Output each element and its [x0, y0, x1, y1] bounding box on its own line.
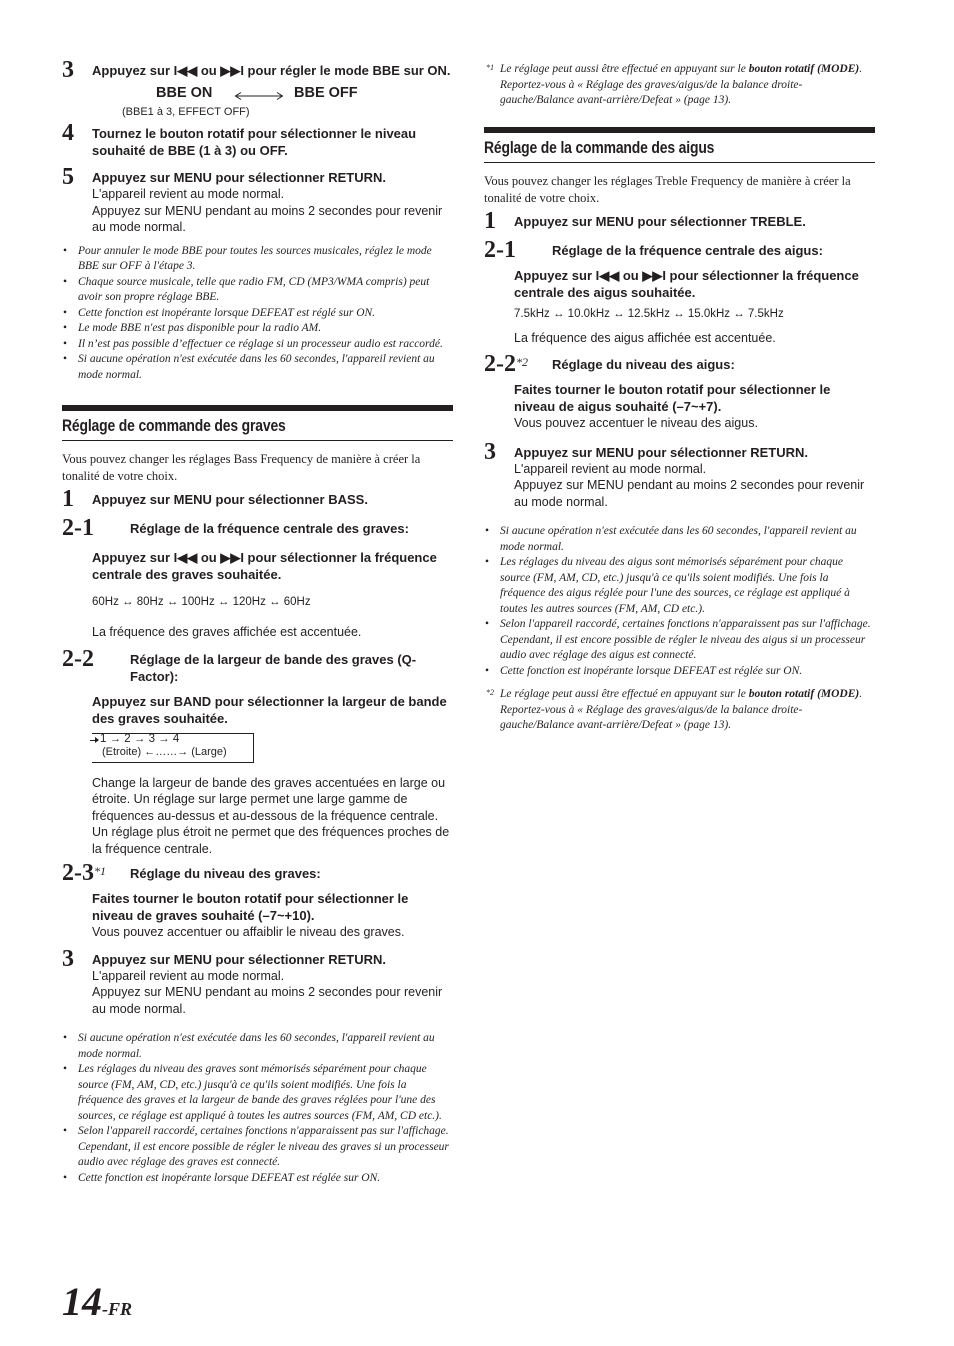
bass-step-2-1 — [62, 515, 453, 541]
note-item: • Si aucune opération n'est exécutée dans les 60 secondes, l'appareil revient au mode normal. — [62, 1031, 453, 1062]
step-result: Vous pouvez accentuer ou affaiblir le niveau des graves. — [92, 925, 405, 939]
footnote-mark: *1 — [486, 63, 494, 72]
bbe-off-label: BBE OFF — [294, 85, 358, 101]
footnote-1 — [484, 62, 875, 109]
bbe-step-3 — [62, 57, 453, 83]
note-item: • Le mode BBE n'est pas disponible pour la radio AM. — [62, 321, 453, 337]
step-result: L'appareil revient au mode normal. — [92, 968, 285, 983]
q-factor-description: Change la largeur de bande des graves accentuées en large ou étroite. Un réglage sur large permet une large gamme de fréquences au-dessus et au-dessous de la fréquence centrale. Un réglage plus étroit ne permet que des fréquences proches de la fréquence centrale. — [92, 775, 450, 856]
bbe-on-label: BBE ON — [156, 85, 213, 101]
control-name: bouton rotatif — [618, 382, 704, 397]
step-number: 4 — [62, 120, 74, 146]
instr-text: pour sélectionner RETURN. — [211, 170, 386, 185]
button-name: MENU — [595, 213, 634, 229]
instr-text: Appuyez sur — [514, 444, 596, 460]
step-number: 2-3$^{*1}$ — [62, 860, 106, 886]
note-item: • Selon l'appareil raccordé, certaines fonctions n'apparaissent pas sur l'affichage. Cependant, il est encore possible de régler le niveau des graves si un processeur audio avec réglage des graves est connecté. — [62, 1124, 453, 1171]
page-suffix: -FR — [102, 1299, 133, 1319]
treble-step-2-2-body — [484, 381, 875, 432]
note-item: • Cette fonction est inopérante lorsque DEFEAT est réglé sur ON. — [62, 306, 453, 322]
instr-text: pour sélectionner RETURN. — [633, 444, 808, 460]
control-name: bouton rotatif (MODE) — [748, 688, 860, 700]
step-number: 3 — [62, 945, 74, 972]
left-column — [62, 57, 453, 1186]
footnote-text: Le réglage peut aussi être effectué en appuyant sur le — [500, 688, 749, 700]
bass-step-2-1-body — [62, 549, 453, 641]
bbe-toggle-diagram — [62, 83, 453, 105]
step-result: Appuyez sur MENU pendant au moins 2 secondes pour revenir au mode normal. — [92, 203, 443, 234]
page-number: 14-FR — [62, 1279, 133, 1324]
instr-text: Faites tourner le — [92, 891, 197, 906]
instr-text: pour sélectionner le niveau souhaité de BBE (1 à 3) ou OFF. — [92, 126, 417, 158]
step-number: 1 — [62, 486, 74, 512]
button-name: BAND — [173, 693, 212, 709]
button-name: MENU — [173, 951, 212, 967]
section-title: Réglage de la commande des aigus — [484, 137, 715, 157]
footnote-text: . Reportez-vous à « Réglage des graves/aigus/de la balance droite-gauche/Balance avant-arrière/Defeat » (page 13). — [500, 688, 863, 731]
note-item: • Les réglages du niveau des aigus sont mémorisés séparément pour chaque source (FM, AM, CD, etc.) jusqu'à ce qu'ils soient modifiés. Une fois la fréquence des aigus réglée pour l'une des sources, ce réglage est appliqué à toutes les autres sources (FM, AM, CD etc.). — [484, 555, 875, 617]
bbe-step-5 — [62, 164, 453, 236]
control-name: bouton rotatif (MODE) — [748, 63, 860, 75]
step-result: Vous pouvez accentuer le niveau des aigus. — [514, 416, 758, 430]
note-item: • Les réglages du niveau des graves sont mémorisés séparément pour chaque source (FM, AM, CD, etc.) jusqu'à ce qu'ils soient modifiés. Une fois la fréquence des graves et la largeur de bande des graves réglées pour l'une des sources, ce réglage est appliqué à toutes les autres sources (FM, AM, CD etc.). — [62, 1062, 453, 1124]
bbe-range-note: (BBE1 à 3, EFFECT OFF) — [122, 106, 250, 118]
footnote-text: . Reportez-vous à « Réglage des graves/aigus/de la balance droite-gauche/Balance avant-arrière/Defeat » (page 13). — [500, 63, 863, 106]
instr-text: Appuyez sur — [92, 951, 174, 967]
step-instruction: Appuyez sur I◀◀ ou ▶▶I pour sélectionner la fréquence centrale des aigus souhaitée. — [514, 267, 859, 300]
instr-text: pour sélectionner le niveau de graves souhaité (–7~+10). — [92, 891, 409, 923]
instr-text: pour sélectionner TREBLE. — [633, 213, 806, 229]
control-name: bouton rotatif — [196, 891, 282, 906]
bass-step-2-2 — [62, 645, 453, 685]
treble-notes-list — [484, 524, 875, 679]
note-item: • Chaque source musicale, telle que radio FM, CD (MP3/WMA compris) peut avoir son propre réglage BBE. — [62, 275, 453, 306]
step-instruction: Appuyez sur I◀◀ ou ▶▶I pour régler le mode BBE sur ON. — [92, 63, 451, 78]
step-result: La fréquence des graves affichée est accentuée. — [92, 625, 362, 639]
control-name: bouton rotatif — [159, 126, 245, 141]
section-intro: Vous pouvez changer les réglages Bass Frequency de manière à créer la tonalité de votre choix. — [62, 452, 421, 483]
instr-text: pour sélectionner le niveau de aigus souhaité (–7~+7). — [514, 382, 831, 414]
footnote-2 — [484, 687, 875, 734]
footnote-text: Le réglage peut aussi être effectué en appuyant sur le — [500, 63, 749, 75]
step-result: La fréquence des aigus affichée est accentuée. — [514, 330, 776, 345]
note-item: • Cette fonction est inopérante lorsque DEFEAT est réglée sur ON. — [484, 664, 875, 680]
step-heading: Réglage de la fréquence centrale des graves: — [130, 521, 409, 536]
section-intro: Vous pouvez changer les réglages Treble Frequency de manière à créer la tonalité de votre choix. — [484, 173, 851, 205]
step-number: 3 — [484, 438, 496, 465]
treble-step-3 — [484, 438, 875, 511]
instr-text: Appuyez sur — [92, 693, 174, 709]
bass-step-3 — [62, 945, 453, 1018]
instr-text: Appuyez sur — [514, 213, 596, 229]
step-heading: Réglage de la largeur de bande des graves (Q-Factor): — [130, 651, 417, 684]
section-title: Réglage de commande des graves — [62, 416, 286, 435]
bass-step-2-2-body — [62, 693, 453, 727]
step-heading: Réglage de la fréquence centrale des aigus: — [552, 242, 823, 258]
instr-text: Appuyez sur — [92, 170, 174, 185]
frequency-sequence: 60Hz ↔ 80Hz ↔ 100Hz ↔ 120Hz ↔ 60Hz — [92, 596, 311, 608]
footnote-ref: *2 — [516, 355, 528, 369]
note-item: • Il n’est pas possible d’effectuer ce réglage si un processeur audio est raccordé. — [62, 337, 453, 353]
button-name: MENU — [173, 492, 212, 507]
step-heading: Réglage du niveau des aigus: — [552, 357, 735, 372]
step-number: 1 — [484, 207, 496, 234]
treble-step-1 — [484, 207, 875, 234]
instr-text: Faites tourner le — [514, 382, 619, 397]
note-item: • Si aucune opération n'est exécutée dans les 60 secondes, l'appareil revient au mode normal. — [62, 352, 453, 383]
bass-step-1 — [62, 486, 453, 512]
instr-text: Tournez le — [92, 126, 160, 141]
q-narrow-label: (Etroite) — [102, 745, 142, 758]
step-number: 2-2 — [62, 645, 94, 672]
footnote-mark: *2 — [486, 688, 494, 697]
bass-section-header — [62, 405, 453, 441]
step-result: Appuyez sur MENU pendant au moins 2 secondes pour revenir au mode normal. — [514, 478, 865, 509]
bass-step-2-3 — [62, 860, 453, 886]
instr-text: Appuyez sur — [92, 492, 174, 507]
note-item: • Pour annuler le mode BBE pour toutes les sources musicales, réglez le mode BBE sur OFF à l'étape 3. — [62, 244, 453, 275]
treble-step-2-1-body — [484, 267, 875, 347]
q-range-arrow: ←……→ — [144, 745, 189, 758]
bass-notes-list — [62, 1031, 453, 1186]
frequency-sequence: 7.5kHz ↔ 10.0kHz ↔ 12.5kHz ↔ 15.0kHz ↔ 7.5kHz — [514, 307, 784, 320]
step-number: 2-1 — [62, 515, 94, 541]
step-instruction: Appuyez sur I◀◀ ou ▶▶I pour sélectionner la fréquence centrale des graves souhaitée. — [92, 550, 437, 582]
step-result: L'appareil revient au mode normal. — [514, 461, 707, 476]
treble-section-header — [484, 127, 875, 163]
step-number: 2-1 — [484, 236, 516, 263]
step-result: Appuyez sur MENU pendant au moins 2 secondes pour revenir au mode normal. — [92, 985, 443, 1016]
q-wide-label: (Large) — [191, 745, 227, 758]
note-item: • Cette fonction est inopérante lorsque DEFEAT est réglée sur ON. — [62, 1171, 453, 1187]
bbe-notes-list — [62, 244, 453, 384]
q-sequence: 1 → 2 → 3 → 4 — [100, 732, 180, 745]
step-number: 2-2$^{*2}$ — [484, 351, 528, 377]
note-item: • Selon l'appareil raccordé, certaines fonctions n'apparaissent pas sur l'affichage. Cependant, il est encore possible de régler le niveau des aigus si un processeur audio avec réglage des aigus est connecté. — [484, 617, 875, 664]
bbe-step-4 — [62, 120, 453, 159]
treble-step-2-2 — [484, 351, 875, 377]
step-result: L'appareil revient au mode normal. — [92, 187, 285, 201]
instr-text: pour sélectionner BASS. — [211, 492, 368, 507]
right-column — [484, 62, 875, 734]
step-number: 3 — [62, 57, 74, 83]
instr-text: pour sélectionner RETURN. — [211, 951, 386, 967]
footnote-ref: *1 — [94, 864, 106, 878]
treble-step-2-1 — [484, 236, 875, 263]
button-name: MENU — [173, 170, 212, 185]
note-item: • Si aucune opération n'est exécutée dans les 60 secondes, l'appareil revient au mode normal. — [484, 524, 875, 555]
bass-step-2-3-body — [62, 890, 453, 941]
step-heading: Réglage du niveau des graves: — [130, 866, 321, 881]
step-number: 5 — [62, 164, 74, 190]
q-factor-diagram — [92, 733, 254, 763]
double-arrow-icon — [234, 92, 284, 100]
arrow-icon — [90, 740, 98, 741]
button-name: MENU — [595, 444, 634, 460]
instr-text: pour sélectionner la largeur de bande des graves souhaitée. — [92, 693, 447, 726]
